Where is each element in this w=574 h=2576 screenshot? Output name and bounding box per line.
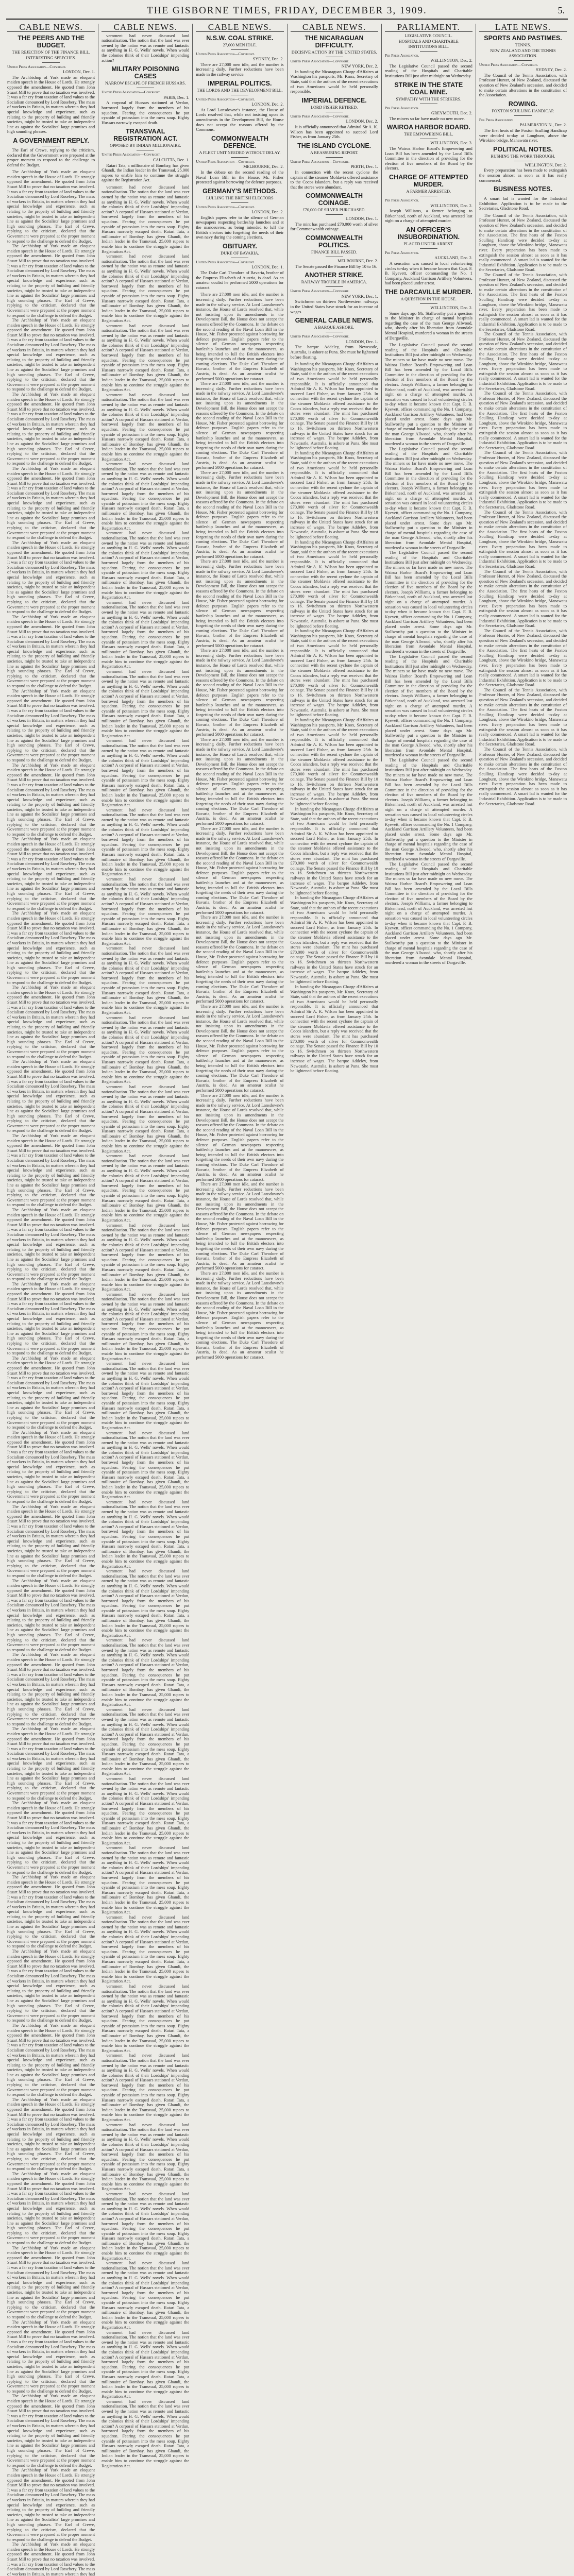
column-heading: CABLE NEWS. — [102, 24, 189, 32]
article — [291, 192, 378, 232]
article-dateline: SYDNEY, Dec. 2. — [252, 57, 284, 62]
article-body: The first heats of the Foxton Sculling Handicap were decided to-day at Longburn, above the Wirokino bridge, Manawatu river. — [479, 128, 567, 143]
article-continuation: vernment had never discussed land nationalisation. The notion that the land was ever owned by the nation was as remote and fantastic as anything in H. G. Wells' novels. When would the colonies think of their Lordships' impending action? A corporal of Hussars stationed at Verdun, borrowed largely from the members of his squadron. Fearing the consequences he put cyanide of potassium into the mess soup. Eighty Hussars narrowly escaped death. Ratari Tata, a millionaire of Bombay, has given Ghandi, the Indian leader in the Transvaal, 25,000 rupees to enable him to continue the struggle against the Registration Act. — [102, 738, 190, 808]
column-heading: LATE NEWS. — [479, 24, 567, 32]
article-source: Per Press Association. — [384, 105, 419, 110]
article-body: Switchmen on thirteen Northwestern railways in the United States have struck for an increase of wages. — [290, 299, 378, 314]
article-continuation: vernment had never discussed land nationalisation. The notion that the land was ever owned by the nation was as remote and fantastic as anything in H. G. Wells' novels. When would the colonies think of their Lordships' impending action? A corporal of Hussars stationed at Verdun, borrowed largely from the members of his squadron. Fearing the consequences he put cyanide of potassium into the mess soup. Eighty Hussars narrowly escaped death. Ratari Tata, a millionaire of Bombay, has given Ghandi, the Indian leader in the Transvaal, 25,000 rupees to enable him to continue the struggle against the Registration Act. — [102, 1569, 190, 1638]
article-continuation: There are 27,000 men idle, and the number is increasing daily. Further reductions have been made in the railway service. At Lord Lansdowne's instance, the House of Lords resolved that, while not insisting upon its amendments in the Development Bill, the House does not accept the reasons offered by the Commons. In the debate on the second reading of the Naval Loan Bill in the House, Mr. Fisher protested against borrowing for defence purposes. English papers refer to the silence of German newspapers respecting battleship launches and at the manoeuvres, as being intended to lull the British electors into forgetting the needs of their own navy during the coming elections. The Duke Carl Theodore of Bavaria, brother of the Empress Elizabeth of Austria, is dead. As an amateur oculist he performed 5000 operations for cataract. — [196, 1093, 284, 1182]
article-continuation: The Council of the Tennis Association, with Professor Hunter, of New Zealand, discussed the question of New Zealand's secession, and decided to make certain alterations in the constitution of the Association. The first heats of the Foxton Sculling Handicap were decided to-day at Longburn, above the Wirokino bridge, Manawatu river. Every preparation has been made to extinguish the session almost as soon as it has really commenced. A smart lad is wanted for the Industrial Exhibition. Application is to be made to the Secretaries, Gladstone Road. — [479, 450, 567, 510]
article — [196, 188, 283, 240]
article-continuation: The Archbishop of York made an eloquent maiden speech in the House of Lords. He strongly opposed the amendment. He quoted from John Stuart Mill to prove that no taxation was involved. It was a far cry from taxation of land values to the Socialism denounced by Lord Rosebery. The mass of workers in Britain, in matters wherein they had special knowledge and experience, such as relating to the property of building and friendly societies, might be trusted to take an independent line as against the Socialists' large promises and high sounding phrases. The Earl of Crewe, replying to the criticism, declared that the Government were prepared at the proper moment to respond to the challenge to defend the Budget. — [7, 2394, 95, 2468]
article-source: United Press Association—Copyright. — [196, 204, 255, 209]
article-continuation: The Archbishop of York made an eloquent maiden speech in the House of Lords. He strongly opposed the amendment. He quoted from John Stuart Mill to prove that no taxation was involved. It was a far cry from taxation of land values to the Socialism denounced by Lord Rosebery. The mass of workers in Britain, in matters wherein they had special knowledge and experience, such as relating to the property of building and friendly societies, might be trusted to take an independent line as against the Socialists' large promises and high sounding phrases. The Earl of Crewe, replying to the criticism, declared that the Government were prepared at the proper moment to respond to the challenge to defend the Budget. — [7, 2023, 95, 2097]
article-subheading: FOXTON SCULLING HANDICAP. — [492, 108, 554, 113]
column-2 — [98, 22, 193, 2468]
article — [291, 272, 378, 314]
article-continuation: The Legislative Council passed the second reading of the Hospitals and Charitable Institutions Bill just after midnight on Wednesday. The miners so far have made no new move. The Wairoa Harbor Board's Empowering and Loan Bill has been amended by the Local Bills Committee in the direction of providing for the election of five members of the Board by the electors. Joseph Williams, a farmer belonging to Birkenhead, north of Auckland, was arrested last night on a charge of attempted murder. A sensation was caused in local volunteering circles to-day when it became known that Capt. F. B. Kyevett, officer commanding the No. 1 Company, Auckland Garrison Artillery Volunteers, had been placed under arrest. Some days ago Mr. Stallworthy put a question to the Minister in charge of mental hospitals regarding the case of the man George Allwood, who, shortly after his liberation from Avondale Mental Hospital, murdered a woman in the streets of Dargaville. — [384, 861, 472, 965]
article-continuation: The Archbishop of York made an eloquent maiden speech in the House of Lords. He strongly opposed the amendment. He quoted from John Stuart Mill to prove that no taxation was involved. It was a far cry from taxation of land values to the Socialism denounced by Lord Rosebery. The mass of workers in Britain, in matters wherein they had special knowledge and experience, such as relating to the property of building and friendly societies, might be trusted to take an independent line as against the Socialists' large promises and high sounding phrases. The Earl of Crewe, replying to the criticism, declared that the Government were prepared at the proper moment to respond to the challenge to defend the Budget. — [7, 911, 95, 985]
article — [291, 142, 378, 190]
article-dateline: LONDON, Dec. 2. — [251, 210, 284, 215]
article-dateline: LONDON, Dec. 1. — [251, 265, 284, 270]
column-3 — [193, 22, 287, 1360]
article-body: The Archbishop of York made an eloquent maiden speech in the House of Lords. He strongly opposed the amendment. He quoted from John Stuart Mill to prove that no taxation was involved. It was a far cry from taxation of land values to the Socialism denounced by Lord Rosebery. The mass of workers in Britain, in matters wherein they had special knowledge and experience, such as relating to the property of building and friendly societies, might be trusted to take an independent line as against the Socialists' large promises and high sounding phrases. — [7, 75, 95, 134]
article — [479, 185, 567, 211]
article-continuation: The Archbishop of York made an eloquent maiden speech in the House of Lords. He strongly opposed the amendment. He quoted from John Stuart Mill to prove that no taxation was involved. It was a far cry from taxation of land values to the Socialism denounced by Lord Rosebery. The mass of workers in Britain, in matters wherein they had special knowledge and experience, such as relating to the property of building and friendly societies, might be trusted to take an independent line as against the Socialists' large promises and high sounding phrases. The Earl of Crewe, replying to the criticism, declared that the Government were prepared at the proper moment to respond to the challenge to defend the Budget. — [7, 392, 95, 466]
article-continuation: vernment had never discussed land nationalisation. The notion that the land was ever owned by the nation was as remote and fantastic as anything in H. G. Wells' novels. When would the colonies think of their Lordships' impending action? A corporal of Hussars stationed at Verdun, borrowed largely from the members of his squadron. Fearing the consequences he put cyanide of potassium into the mess soup. Eighty Hussars narrowly escaped death. Ratari Tata, a millionaire of Bombay, has given Ghandi, the Indian leader in the Transvaal, 25,000 rupees to enable him to continue the struggle against the Registration Act. — [102, 669, 190, 738]
article — [385, 174, 472, 224]
article-continuation: vernment had never discussed land nationalisation. The notion that the land was ever owned by the nation was as remote and fantastic as anything in H. G. Wells' novels. When would the colonies think of their Lordships' impending action? A corporal of Hussars stationed at Verdun, borrowed largely from the members of his squadron. Fearing the consequences he put cyanide of potassium into the mess soup. Eighty Hussars narrowly escaped death. Ratari Tata, a millionaire of Bombay, has given Ghandi, the Indian leader in the Transvaal, 25,000 rupees to enable him to continue the struggle against the Registration Act. — [102, 1430, 190, 1500]
article-continuation: vernment had never discussed land nationalisation. The notion that the land was ever owned by the nation was as remote and fantastic as anything in H. G. Wells' novels. When would the colonies think of their Lordships' impending action? A corporal of Hussars stationed at Verdun, borrowed largely from the members of his squadron. Fearing the consequences he put cyanide of potassium into the mess soup. Eighty Hussars narrowly escaped death. Ratari Tata, a millionaire of Bombay, has given Ghandi, the Indian leader in the Transvaal, 25,000 rupees to enable him to continue the struggle against the Registration Act. — [102, 1914, 190, 1984]
article-body: The Senate passed the Finance Bill by 10 to 16. — [295, 264, 378, 269]
article-dateline: PALMERSTON N., Dec. 2. — [519, 123, 567, 128]
article-headline: GENERAL CABLE NEWS. — [295, 317, 374, 325]
article-dateline: WELLINGTON, Dec. 2. — [430, 58, 472, 63]
article-dateline: LONDON, Dec. 1. — [346, 216, 378, 222]
masthead-title: THE GISBORNE TIMES, FRIDAY, DECEMBER 3, 1909. — [147, 5, 427, 16]
article-subheading: INTERESTING SPEECHES. — [26, 55, 76, 60]
article-continuation: The Archbishop of York made an eloquent maiden speech in the House of Lords. He strongly opposed the amendment. He quoted from John Stuart Mill to prove that no taxation was involved. It was a far cry from taxation of land values to the Socialism denounced by Lord Rosebery. The mass of workers in Britain, in matters wherein they had special knowledge and experience, such as relating to the property of building and friendly societies, might be trusted to take an independent line as against the Socialists' large promises and high sounding phrases. The Earl of Crewe, replying to the criticism, declared that the Government were prepared at the proper moment to respond to the challenge to defend the Budget. — [7, 2319, 95, 2394]
article-subheading: A QUESTION IN THE HOUSE. — [400, 297, 457, 302]
article-headline: COMMONWEALTH DEFENCE. — [211, 134, 268, 149]
column-heading: CABLE NEWS. — [196, 24, 283, 32]
article-continuation: The Archbishop of York made an eloquent maiden speech in the House of Lords. He strongly opposed the amendment. He quoted from John Stuart Mill to prove that no taxation was involved. It was a far cry from taxation of land values to the Socialism denounced by Lord Rosebery. The mass of workers in Britain, in matters wherein they had special knowledge and experience, such as relating to the property of building and friendly societies, might be trusted to take an independent line as against the Socialists' large promises and high sounding phrases. The Earl of Crewe, replying to the criticism, declared that the Government were prepared at the proper moment to respond to the challenge to defend the Budget. — [7, 170, 95, 244]
divider-rule — [420, 303, 437, 304]
article-dateline: NEW YORK, Dec. 2. — [341, 64, 378, 69]
article-headline: THE ISLAND CYCLONE. — [297, 142, 372, 149]
article — [196, 135, 283, 185]
article-continuation: The Archbishop of York made an eloquent maiden speech in the House of Lords. He strongly opposed the amendment. He quoted from John Stuart Mill to prove that no taxation was involved. It was a far cry from taxation of land values to the Socialism denounced by Lord Rosebery. The mass of workers in Britain, in matters wherein they had special knowledge and experience, such as relating to the property of building and friendly societies, might be trusted to take an independent line as against the Socialists' large promises and high sounding phrases. The Earl of Crewe, replying to the criticism, declared that the Government were prepared at the proper moment to respond to the challenge to defend the Budget. — [7, 540, 95, 615]
article-continuation: The Archbishop of York made an eloquent maiden speech in the House of Lords. He strongly opposed the amendment. He quoted from John Stuart Mill to prove that no taxation was involved. It was a far cry from taxation of land values to the Socialism denounced by Lord Rosebery. The mass of workers in Britain, in matters wherein they had special knowledge and experience, such as relating to the property of building and friendly societies, might be trusted to take an independent line as against the Socialists' large promises and high sounding phrases. The Earl of Crewe, replying to the criticism, declared that the Government were prepared at the proper moment to respond to the challenge to defend the Budget. — [7, 1652, 95, 1726]
article-continuation: There are 27,000 men idle, and the number is increasing daily. Further reductions have been made in the railway service. At Lord Lansdowne's instance, the House of Lords resolved that, while not insisting upon its amendments in the Development Bill, the House does not accept the reasons offered by the Commons. In the debate on the second reading of the Naval Loan Bill in the House, Mr. Fisher protested against borrowing for defence purposes. English papers refer to the silence of German newspapers respecting battleship launches and at the manoeuvres, as being intended to lull the British electors into forgetting the needs of their own navy during the coming elections. The Duke Carl Theodore of Bavaria, brother of the Empress Elizabeth of Austria, is dead. As an amateur oculist he performed 5000 operations for cataract. — [196, 559, 284, 648]
article-continuation: vernment had never discussed land nationalisation. The notion that the land was ever owned by the nation was as remote and fantastic as anything in H. G. Wells' novels. When would the colonies think of their Lordships' impending action? A corporal of Hussars stationed at Verdun, borrowed largely from the members of his squadron. Fearing the consequences he put cyanide of potassium into the mess soup. Eighty Hussars narrowly escaped death. Ratari Tata, a millionaire of Bombay, has given Ghandi, the Indian leader in the Transvaal, 25,000 rupees to enable him to continue the struggle against the Registration Act. — [102, 2261, 190, 2330]
article — [385, 81, 472, 122]
article-dateline: LONDON, Dec. 1. — [63, 70, 95, 75]
article-subheading: THE EMPOWERING BILL. — [403, 132, 453, 137]
article-continuation: vernment had never discussed land nationalisation. The notion that the land was ever owned by the nation was as remote and fantastic as anything in H. G. Wells' novels. When would the colonies think of their Lordships' impending action? A corporal of Hussars stationed at Verdun, borrowed largely from the members of his squadron. Fearing the consequences he put cyanide of potassium into the mess soup. Eighty Hussars narrowly escaped death. Ratari Tata, a millionaire of Bombay, has given Ghandi, the Indian leader in the Transvaal, 25,000 rupees to enable him to continue the struggle against the Registration Act. — [102, 1845, 190, 1915]
article-continuation: vernment had never discussed land nationalisation. The notion that the land was ever owned by the nation was as remote and fantastic as anything in H. G. Wells' novels. When would the colonies think of their Lordships' impending action? A corporal of Hussars stationed at Verdun, borrowed largely from the members of his squadron. Fearing the consequences he put cyanide of potassium into the mess soup. Eighty Hussars narrowly escaped death. Ratari Tata, a millionaire of Bombay, has given Ghandi, the Indian leader in the Transvaal, 25,000 rupees to enable him to continue the struggle against the Registration Act. — [102, 807, 190, 877]
article — [291, 35, 378, 94]
article-source: United Press Association—Copyright. — [7, 64, 66, 69]
article-continuation: vernment had never discussed land nationalisation. The notion that the land was ever owned by the nation was as remote and fantastic as anything in H. G. Wells' novels. When would the colonies think of their Lordships' impending action? A corporal of Hussars stationed at Verdun, borrowed largely from the members of his squadron. Fearing the consequences he put cyanide of potassium into the mess soup. Eighty Hussars narrowly escaped death. Ratari Tata, a millionaire of Bombay, has given Ghandi, the Indian leader in the Transvaal, 25,000 rupees to enable him to continue the struggle against the Registration Act. — [102, 600, 190, 669]
article-continuation: The Legislative Council passed the second reading of the Hospitals and Charitable Institutions Bill just after midnight on Wednesday. The miners so far have made no new move. The Wairoa Harbor Board's Empowering and Loan Bill has been amended by the Local Bills Committee in the direction of providing for the election of five members of the Board by the electors. Joseph Williams, a farmer belonging to Birkenhead, north of Auckland, was arrested last night on a charge of attempted murder. A sensation was caused in local volunteering circles to-day when it became known that Capt. F. B. Kyevett, officer commanding the No. 1 Company, Auckland Garrison Artillery Volunteers, had been placed under arrest. Some days ago Mr. Stallworthy put a question to the Minister in charge of mental hospitals regarding the case of the man George Allwood, who, shortly after his liberation from Avondale Mental Hospital, murdered a woman in the streets of Dargaville. — [384, 758, 472, 861]
article — [385, 124, 472, 171]
article-headline: ROWING. — [508, 100, 538, 108]
article-headline: THE NICARAGUAN DIFFICULTY. — [305, 34, 364, 49]
article-body: It is officially announced that Admiral Sir A. K. Wilson has been appointed to succeed Lord Fisher, as from January 25th. — [290, 124, 378, 140]
article-dateline: WELLINGTON, Dec. 2. — [430, 306, 472, 311]
article-continuation: vernment had never discussed land nationalisation. The notion that the land was ever owned by the nation was as remote and fantastic as anything in H. G. Wells' novels. When would the colonies think of their Lordships' impending action? A corporal of Hussars stationed at Verdun, borrowed largely from the members of his squadron. Fearing the consequences he put cyanide of potassium into the mess soup. Eighty Hussars narrowly escaped death. Ratari Tata, a millionaire of Bombay, has given Ghandi, the Indian leader in the Transvaal, 25,000 rupees to enable him to continue the struggle against the Registration Act. — [102, 2122, 190, 2192]
article-continuation: The Council of the Tennis Association, with Professor Hunter, of New Zealand, discussed the question of New Zealand's secession, and decided to make certain alterations in the constitution of the Association. The first heats of the Foxton Sculling Handicap were decided to-day at Longburn, above the Wirokino bridge, Manawatu river. Every preparation has been made to extinguish the session almost as soon as it has really commenced. A smart lad is wanted for the Industrial Exhibition. Application is to be made to the Secretaries, Gladstone Road. — [479, 628, 567, 688]
article-headline: WAIROA HARBOR BOARD. — [386, 124, 470, 131]
article-source: Per Press Association. — [479, 117, 514, 122]
article-source: United Press Association—Copyright. — [290, 58, 350, 63]
article-dateline: PERTH, Dec. 1. — [350, 164, 378, 170]
divider-rule — [326, 157, 343, 158]
article-source: United Press Association—Copyright. — [196, 96, 255, 101]
article-continuation: The Council of the Tennis Association, with Professor Hunter, of New Zealand, discussed the question of New Zealand's secession, and decided to make certain alterations in the constitution of the Association. The first heats of the Foxton Sculling Handicap were decided to-day at Longburn, above the Wirokino bridge, Manawatu river. Every preparation has been made to extinguish the session almost as soon as it has really commenced. A smart lad is wanted for the Industrial Exhibition. Application is to be made to the Secretaries, Gladstone Road. — [479, 569, 567, 629]
article-continuation: vernment had never discussed land nationalisation. The notion that the land was ever owned by the nation was as remote and fantastic as anything in H. G. Wells' novels. When would the colonies think of their Lordships' impending action? A corporal of Hussars stationed at Verdun, borrowed largely from the members of his squadron. Fearing the consequences he put cyanide of potassium into the mess soup. Eighty Hussars narrowly escaped death. Ratari Tata, a millionaire of Bombay, has given Ghandi, the Indian leader in the Transvaal, 25,000 rupees to enable him to continue the struggle against the Registration Act. — [102, 1292, 190, 1361]
article-continuation: The Archbishop of York made an eloquent maiden speech in the House of Lords. He strongly opposed the amendment. He quoted from John Stuart Mill to prove that no taxation was involved. It was a far cry from taxation of land values to the Socialism denounced by Lord Rosebery. The mass of workers in Britain, in matters wherein they had special knowledge and experience, such as relating to the property of building and friendly societies, might be trusted to take an independent line as against the Socialists' large promises and high sounding phrases. The Earl of Crewe, replying to the criticism, declared that the Government were prepared at the proper moment to respond to the challenge to defend the Budget. — [7, 244, 95, 318]
article-continuation: vernment had never discussed land nationalisation. The notion that the land was ever owned by the nation was as remote and fantastic as anything in H. G. Wells' novels. When would the colonies think of their Lordships' impending action? A corporal of Hussars stationed at Verdun, borrowed largely from the members of his squadron. Fearing the consequences he put cyanide of potassium into the mess soup. Eighty Hussars narrowly escaped death. Ratari Tata, a millionaire of Bombay, has given Ghandi, the Indian leader in the Transvaal, 25,000 rupees to enable him to continue the struggle against the Registration Act. — [102, 254, 190, 323]
article-subheading: RUSHING THE WORK THROUGH. — [491, 154, 555, 159]
article-dateline: LONDON, Dec. 2. — [251, 102, 284, 107]
article-subheading: RAILWAY TROUBLE IN AMERICA. — [301, 280, 367, 285]
article-continuation: The Archbishop of York made an eloquent maiden speech in the House of Lords. He strongly opposed the amendment. He quoted from John Stuart Mill to prove that no taxation was involved. It was a far cry from taxation of land values to the Socialism denounced by Lord Rosebery. The mass of workers in Britain, in matters wherein they had special knowledge and experience, such as relating to the property of building and friendly societies, might be trusted to take an independent line as against the Socialists' large promises and high sounding phrases. The Earl of Crewe, replying to the criticism, declared that the Government were prepared at the proper moment to respond to the challenge to defend the Budget. — [7, 1355, 95, 1430]
article-continuation: vernment had never discussed land nationalisation. The notion that the land was ever owned by the nation was as remote and fantastic as anything in H. G. Wells' novels. When would the colonies think of their Lordships' impending action? A corporal of Hussars stationed at Verdun, borrowed largely from the members of his squadron. Fearing the consequences he put cyanide of potassium into the mess soup. Eighty Hussars narrowly escaped death. Ratari Tata, a millionaire of Bombay, has given Ghandi, the Indian leader in the Transvaal, 25,000 rupees to enable him to continue the struggle against the Registration Act. — [102, 1707, 190, 1776]
divider-rule — [420, 248, 437, 249]
divider-rule — [231, 157, 248, 158]
article-body: The mint has purchased £70,000 worth of silver for Commonwealth coinage. — [290, 222, 378, 232]
article-continuation: The Archbishop of York made an eloquent maiden speech in the House of Lords. He strongly opposed the amendment. He quoted from John Stuart Mill to prove that no taxation was involved. It was a far cry from taxation of land values to the Socialism denounced by Lord Rosebery. The mass of workers in Britain, in matters wherein they had special knowledge and experience, such as relating to the property of building and friendly societies, might be trusted to take an independent line as against the Socialists' large promises and high sounding phrases. The Earl of Crewe, replying to the criticism, declared that the Government were prepared at the proper moment to respond to the challenge to defend the Budget. — [7, 1430, 95, 1504]
divider-rule — [514, 115, 532, 116]
article-continuation: There are 27,000 men idle, and the number is increasing daily. Further reductions have been made in the railway service. At Lord Lansdowne's instance, the House of Lords resolved that, while not insisting upon its amendments in the Development Bill, the House does not accept the reasons offered by the Commons. In the debate on the second reading of the Naval Loan Bill in the House, Mr. Fisher protested against borrowing for defence purposes. English papers refer to the silence of German newspapers respecting battleship launches and at the manoeuvres, as being intended to lull the British electors into forgetting the needs of their own navy during the coming elections. The Duke Carl Theodore of Bavaria, brother of the Empress Elizabeth of Austria, is dead. As an amateur oculist he performed 5000 operations for cataract. — [196, 826, 284, 915]
article-continuation: In handing the Nicaraguan Charge d'Affaires at Washington his passports, Mr. Knox, Secretary of State, said that the authors of the recent executions of two Americans would be held personally responsible. It is officially announced that Admiral Sir A. K. Wilson has been appointed to succeed Lord Fisher, as from January 25th. In connection with the recent cyclone the captain of the steamer Moldavia offered assistance to the Cocos islanders, but a reply was received that the stores were abundant. The mint has purchased £70,000 worth of silver for Commonwealth coinage. The Senate passed the Finance Bill by 10 to 16. Switchmen on thirteen Northwestern railways in the United States have struck for an increase of wages. The barque Addeley, from Newcastle, Australia, is ashore at Puna. She must be lightened before floating. — [290, 895, 378, 985]
article-subheading: A REASSURING REPORT. — [310, 150, 359, 155]
article-continuation: There are 27,000 men idle, and the number is increasing daily. Further reductions have been made in the railway service. At Lord Lansdowne's instance, the House of Lords resolved that, while not insisting upon its amendments in the Development Bill, the House does not accept the reasons offered by the Commons. In the debate on the second reading of the Naval Loan Bill in the House, Mr. Fisher protested against borrowing for defence purposes. English papers refer to the silence of German newspapers respecting battleship launches and at the manoeuvres, as being intended to lull the British electors into forgetting the needs of their own navy during the coming elections. The Duke Carl Theodore of Bavaria, brother of the Empress Elizabeth of Austria, is dead. As an amateur oculist he performed 5000 operations for cataract. — [196, 648, 284, 737]
article-body: The miners so far have made no new move. — [389, 116, 465, 121]
article-subheading: OPPOSED BY INDIAN MILLIONAIRE. — [110, 143, 181, 148]
article-source: United Press Association—Copyright. — [196, 51, 255, 56]
article-subheading: FINANCE BILL PASSED. — [311, 250, 358, 255]
article-body: The Legislative Council passed the second reading of the Hospitals and Charitable Institutions Bill just after midnight on Wednesday. — [384, 63, 472, 78]
article-headline: GERMANY'S METHODS. — [202, 187, 277, 195]
article-body: vernment had never discussed land nationalisation. The notion that the land was ever owned by the nation was as remote and fantastic as anything in H. G. Wells' novels. When would the colonies think of their Lordships' impending action? — [102, 33, 190, 63]
article-continuation: In handing the Nicaraguan Charge d'Affaires at Washington his passports, Mr. Knox, Secretary of State, said that the authors of the recent executions of two Americans would be held personally responsible. It is officially announced that Admiral Sir A. K. Wilson has been appointed to succeed Lord Fisher, as from January 25th. In connection with the recent cyclone the captain of the steamer Moldavia offered assistance to the Cocos islanders, but a reply was received that the stores were abundant. The mint has purchased £70,000 worth of silver for Commonwealth coinage. The Senate passed the Finance Bill by 10 to 16. Switchmen on thirteen Northwestern railways in the United States have struck for an increase of wages. The barque Addeley, from Newcastle, Australia, is ashore at Puna. She must be lightened before floating. — [290, 629, 378, 718]
columns-container — [4, 22, 570, 2576]
article — [7, 35, 95, 134]
article-continuation: The Archbishop of York made an eloquent maiden speech in the House of Lords. He strongly opposed the amendment. He quoted from John Stuart Mill to prove that no taxation was involved. It was a far cry from taxation of land values to the Socialism denounced by Lord Rosebery. The mass of workers in Britain, in matters wherein they had special knowledge and experience, such as relating to the property of building and friendly societies, might be trusted to take an independent line as against the Socialists' large promises and high sounding phrases. The Earl of Crewe, replying to the criticism, declared that the Government were prepared at the proper moment to respond to the challenge to defend the Budget. — [7, 1726, 95, 1801]
article-continuation: The Legislative Council passed the second reading of the Hospitals and Charitable Institutions Bill just after midnight on Wednesday. The miners so far have made no new move. The Wairoa Harbor Board's Empowering and Loan Bill has been amended by the Local Bills Committee in the direction of providing for the election of five members of the Board by the electors. Joseph Williams, a farmer belonging to Birkenhead, north of Auckland, was arrested last night on a charge of attempted murder. A sensation was caused in local volunteering circles to-day when it became known that Capt. F. B. Kyevett, officer commanding the No. 1 Company, Auckland Garrison Artillery Volunteers, had been placed under arrest. Some days ago Mr. Stallworthy put a question to the Minister in charge of mental hospitals regarding the case of the man George Allwood, who, shortly after his liberation from Avondale Mental Hospital, murdered a woman in the streets of Dargaville. — [384, 343, 472, 447]
article-continuation: The Archbishop of York made an eloquent maiden speech in the House of Lords. He strongly opposed the amendment. He quoted from John Stuart Mill to prove that no taxation was involved. It was a far cry from taxation of land values to the Socialism denounced by Lord Rosebery. The mass of workers in Britain, in matters wherein they had special knowledge and experience, such as relating to the property of building and friendly societies, might be trusted to take an independent line as against the Socialists' large promises and high sounding phrases. The Earl of Crewe, replying to the criticism, declared that the Government were prepared at the proper moment to respond to the challenge to defend the Budget. — [7, 985, 95, 1059]
article-dateline: GREYMOUTH, Dec. 2. — [431, 111, 472, 116]
article-body: There are 27,000 men idle, and the number is increasing daily. Further reductions have been made in the railway service. — [196, 62, 284, 77]
article-headline: TRANSVAAL REGISTRATION ACT. — [113, 128, 178, 143]
article-dateline: WELLINGTON, Dec. 2. — [430, 203, 472, 208]
article-source: Per Press Association. — [384, 197, 419, 202]
article-headline: OBITUARY. — [222, 242, 257, 250]
article-continuation: The Council of the Tennis Association, with Professor Hunter, of New Zealand, discussed the question of New Zealand's secession, and decided to make certain alterations in the constitution of the Association. The first heats of the Foxton Sculling Handicap were decided to-day at Longburn, above the Wirokino bridge, Manawatu river. Every preparation has been made to extinguish the session almost as soon as it has really commenced. A smart lad is wanted for the Industrial Exhibition. Application is to be made to the Secretaries, Gladstone Road. — [479, 391, 567, 450]
column-6 — [476, 22, 570, 806]
article-continuation: The Archbishop of York made an eloquent maiden speech in the House of Lords. He strongly opposed the amendment. He quoted from John Stuart Mill to prove that no taxation was involved. It was a far cry from taxation of land values to the Socialism denounced by Lord Rosebery. The mass of workers in Britain, in matters wherein they had special knowledge and experience, such as relating to the property of building and friendly societies, might be trusted to take an independent line as against the Socialists' large promises and high sounding phrases. The Earl of Crewe, replying to the criticism, declared that the Government were prepared at the proper moment to respond to the challenge to defend the Budget. — [7, 614, 95, 689]
article-continuation: The Archbishop of York made an eloquent maiden speech in the House of Lords. He strongly opposed the amendment. He quoted from John Stuart Mill to prove that no taxation was involved. It was a far cry from taxation of land values to the Socialism denounced by Lord Rosebery. The mass of workers in Britain, in matters wherein they had special knowledge and experience, such as relating to the property of building and friendly societies, might be trusted to take an independent line as against the Socialists' large promises and high sounding phrases. The Earl of Crewe, replying to the criticism, declared that the Government were prepared at the proper moment to respond to the challenge to defend the Budget. — [7, 762, 95, 837]
article-continuation: The Archbishop of York made an eloquent maiden speech in the House of Lords. He strongly opposed the amendment. He quoted from John Stuart Mill to prove that no taxation was involved. It was a far cry from taxation of land values to the Socialism denounced by Lord Rosebery. The mass of workers in Britain, in matters wherein they had special knowledge and experience, such as relating to the property of building and friendly societies, might be trusted to take an independent line as against the Socialists' large promises and high sounding phrases. The Earl of Crewe, replying to the criticism, declared that the Government were prepared at the proper moment to respond to the challenge to defend the Budget. — [7, 1133, 95, 1208]
article-subheading: LULLING THE BRITISH ELECTORS — [206, 195, 274, 200]
article-headline: SPORTS AND PASTIMES. — [484, 34, 562, 42]
article-continuation: The Council of the Tennis Association, with Professor Hunter, of New Zealand, discussed the question of New Zealand's secession, and decided to make certain alterations in the constitution of the Association. The first heats of the Foxton Sculling Handicap were decided to-day at Longburn, above the Wirokino bridge, Manawatu river. Every preparation has been made to extinguish the session almost as soon as it has really commenced. A smart lad is wanted for the Industrial Exhibition. Application is to be made to the Secretaries, Gladstone Road. — [479, 747, 567, 806]
article-body: Ratari Tata, a millionaire of Bombay, has given Ghandi, the Indian leader in the Transvaal, 25,000 rupees to enable him to continue the struggle against the Registration Act. — [102, 163, 190, 183]
article-dateline: PARIS, Dec. 1. — [163, 95, 190, 100]
article-source: United Press Association—Copyright. — [196, 259, 255, 264]
article — [385, 226, 472, 286]
article-continuation: The Legislative Council passed the second reading of the Hospitals and Charitable Institutions Bill just after midnight on Wednesday. The miners so far have made no new move. The Wairoa Harbor Board's Empowering and Loan Bill has been amended by the Local Bills Committee in the direction of providing for the election of five members of the Board by the electors. Joseph Williams, a farmer belonging to Birkenhead, north of Auckland, was arrested last night on a charge of attempted murder. A sensation was caused in local volunteering circles to-day when it became known that Capt. F. B. Kyevett, officer commanding the No. 1 Company, Auckland Garrison Artillery Volunteers, had been placed under arrest. Some days ago Mr. Stallworthy put a question to the Minister in charge of mental hospitals regarding the case of the man George Allwood, who, shortly after his liberation from Avondale Mental Hospital, murdered a woman in the streets of Dargaville. — [384, 446, 472, 550]
masthead — [6, 3, 568, 20]
article-dateline: LONDON, Dec. 1. — [346, 339, 378, 344]
article-continuation: vernment had never discussed land nationalisation. The notion that the land was ever owned by the nation was as remote and fantastic as anything in H. G. Wells' novels. When would the colonies think of their Lordships' impending action? A corporal of Hussars stationed at Verdun, borrowed largely from the members of his squadron. Fearing the consequences he put cyanide of potassium into the mess soup. Eighty Hussars narrowly escaped death. Ratari Tata, a millionaire of Bombay, has given Ghandi, the Indian leader in the Transvaal, 25,000 rupees to enable him to continue the struggle against the Registration Act. — [102, 946, 190, 1015]
article-source: Per Press Association. — [384, 250, 419, 255]
article — [479, 35, 567, 98]
article-body: A smart lad is wanted for the Industrial Exhibition. Application is to be made to the Secretaries, Gladstone Road. — [479, 196, 567, 211]
article-subheading: THE LORDS AND THE DEVELOPMENT BILL. — [197, 88, 283, 93]
article-continuation: vernment had never discussed land nationalisation. The notion that the land was ever owned by the nation was as remote and fantastic as anything in H. G. Wells' novels. When would the colonies think of their Lordships' impending action? A corporal of Hussars stationed at Verdun, borrowed largely from the members of his squadron. Fearing the consequences he put cyanide of potassium into the mess soup. Eighty Hussars narrowly escaped death. Ratari Tata, a millionaire of Bombay, has given Ghandi, the Indian leader in the Transvaal, 25,000 rupees to enable him to continue the struggle against the Registration Act. — [102, 1361, 190, 1430]
article-dateline: SYDNEY, Dec. 2. — [536, 67, 567, 73]
article — [102, 65, 189, 125]
article-continuation: There are 27,000 men idle, and the number is increasing daily. Further reductions have been made in the railway service. At Lord Lansdowne's instance, the House of Lords resolved that, while not insisting upon its amendments in the Development Bill, the House does not accept the reasons offered by the Commons. In the debate on the second reading of the Naval Loan Bill in the House, Mr. Fisher protested against borrowing for defence purposes. English papers refer to the silence of German newspapers respecting battleship launches and at the manoeuvres, as being intended to lull the British electors into forgetting the needs of their own navy during the coming elections. The Duke Carl Theodore of Bavaria, brother of the Empress Elizabeth of Austria, is dead. As an amateur oculist he performed 5000 operations for cataract. — [196, 737, 284, 826]
article-subheading: THE REJECTION OF THE FINANCE BILL. — [12, 49, 90, 55]
article-continuation: vernment had never discussed land nationalisation. The notion that the land was ever owned by the nation was as remote and fantastic as anything in H. G. Wells' novels. When would the colonies think of their Lordships' impending action? A corporal of Hussars stationed at Verdun, borrowed largely from the members of his squadron. Fearing the consequences he put cyanide of potassium into the mess soup. Eighty Hussars narrowly escaped death. Ratari Tata, a millionaire of Bombay, has given Ghandi, the Indian leader in the Transvaal, 25,000 rupees to enable him to continue the struggle against the Registration Act. — [102, 323, 190, 393]
article-continuation: vernment had never discussed land nationalisation. The notion that the land was ever owned by the nation was as remote and fantastic as anything in H. G. Wells' novels. When would the colonies think of their Lordships' impending action? A corporal of Hussars stationed at Verdun, borrowed largely from the members of his squadron. Fearing the consequences he put cyanide of potassium into the mess soup. Eighty Hussars narrowly escaped death. Ratari Tata, a millionaire of Bombay, has given Ghandi, the Indian leader in the Transvaal, 25,000 rupees to enable him to continue the struggle against the Registration Act. — [102, 2399, 190, 2468]
article — [102, 128, 189, 183]
article-headline: IMPERIAL POLITICS. — [208, 79, 272, 87]
article-continuation: The Archbishop of York made an eloquent maiden speech in the House of Lords. He strongly opposed the amendment. He quoted from John Stuart Mill to prove that no taxation was involved. It was a far cry from taxation of land values to the Socialism denounced by Lord Rosebery. The mass of workers in Britain, in matters wherein they had special knowledge and experience, such as relating to the property of building and friendly societies, might be trusted to take an independent line as against the Socialists' large promises and high sounding phrases. The Earl of Crewe, replying to the criticism, declared that the Government were prepared at the proper moment to respond to the challenge to defend the Budget. — [7, 2245, 95, 2319]
article-body: A corporal of Hussars stationed at Verdun, borrowed largely from the members of his squadron. Fearing the consequences he put cyanide of potassium into the mess soup. Eighty Hussars narrowly escaped death. — [102, 100, 190, 125]
article-headline: MILITARY POISONING CASES — [111, 65, 180, 80]
article-headline: N.S.W. COAL STRIKE. — [206, 34, 274, 42]
article — [196, 243, 283, 291]
article-source: United Press Association—Copyright. — [479, 62, 538, 67]
article-subheading: NARROW ESCAPE OF FRENCH HUSSARS. — [105, 81, 186, 86]
article-subheading: DUKE OF BAVARIA. — [221, 250, 259, 256]
article-dateline: MELBOURNE, Dec. 2. — [243, 164, 284, 170]
article-continuation: vernment had never discussed land nationalisation. The notion that the land was ever owned by the nation was as remote and fantastic as anything in H. G. Wells' novels. When would the colonies think of their Lordships' impending action? A corporal of Hussars stationed at Verdun, borrowed largely from the members of his squadron. Fearing the consequences he put cyanide of potassium into the mess soup. Eighty Hussars narrowly escaped death. Ratari Tata, a millionaire of Bombay, has given Ghandi, the Indian leader in the Transvaal, 25,000 rupees to enable him to continue the struggle against the Registration Act. — [102, 2330, 190, 2399]
article — [102, 33, 189, 63]
article-subheading: DECISIVE ACTION BY THE UNITED STATES. — [291, 49, 377, 55]
article-continuation: The Archbishop of York made an eloquent maiden speech in the House of Lords. He strongly opposed the amendment. He quoted from John Stuart Mill to prove that no taxation was involved. It was a far cry from taxation of land values to the Socialism denounced by Lord Rosebery. The mass of workers in Britain, in matters wherein they had special knowledge and experience, such as relating to the property of building and friendly societies, might be trusted to take an independent line as against the Socialists' large promises and high sounding phrases. The Earl of Crewe, replying to the criticism, declared that the Government were prepared at the proper moment to respond to the challenge to defend the Budget. — [7, 2468, 95, 2542]
article-continuation: vernment had never discussed land nationalisation. The notion that the land was ever owned by the nation was as remote and fantastic as anything in H. G. Wells' novels. When would the colonies think of their Lordships' impending action? A corporal of Hussars stationed at Verdun, borrowed largely from the members of his squadron. Fearing the consequences he put cyanide of potassium into the mess soup. Eighty Hussars narrowly escaped death. Ratari Tata, a millionaire of Bombay, has given Ghandi, the Indian leader in the Transvaal, 25,000 rupees to enable him to continue the struggle against the Registration Act. — [102, 1984, 190, 2053]
article-body: Some days ago Mr. Stallworthy put a question to the Minister in charge of mental hospitals regarding the case of the man George Allwood, who, shortly after his liberation from Avondale Mental Hospital, murdered a woman in the streets of Dargaville. — [384, 311, 472, 341]
article-continuation: The Archbishop of York made an eloquent maiden speech in the House of Lords. He strongly opposed the amendment. He quoted from John Stuart Mill to prove that no taxation was involved. It was a far cry from taxation of land values to the Socialism denounced by Lord Rosebery. The mass of workers in Britain, in matters wherein they had special knowledge and experience, such as relating to the property of building and friendly societies, might be trusted to take an independent line as against the Socialists' large promises and high sounding phrases. The Earl of Crewe, replying to the criticism, declared that the Government were prepared at the proper moment to respond to the challenge to defend the Budget. — [7, 1875, 95, 1949]
article-subheading: NEW ZEALAND AND THE TENNIS ASSOCIATION. — [490, 48, 556, 58]
article-dateline: MELBOURNE, Dec. 2. — [337, 259, 378, 264]
article-body: The Council of the Tennis Association, with Professor Hunter, of New Zealand, discussed the question of New Zealand's secession, and decided to make certain alterations in the constitution of the Association. — [479, 73, 567, 98]
article-headline: CHARGE OF ATTEMPTED MURDER. — [389, 173, 468, 188]
column-5 — [382, 22, 476, 965]
article-continuation: There are 27,000 men idle, and the number is increasing daily. Further reductions have been made in the railway service. At Lord Lansdowne's instance, the House of Lords resolved that, while not insisting upon its amendments in the Development Bill, the House does not accept the reasons offered by the Commons. In the debate on the second reading of the Naval Loan Bill in the House, Mr. Fisher protested against borrowing for defence purposes. English papers refer to the silence of German newspapers respecting battleship launches and at the manoeuvres, as being intended to lull the British electors into forgetting the needs of their own navy during the coming elections. The Duke Carl Theodore of Bavaria, brother of the Empress Elizabeth of Austria, is dead. As an amateur oculist he performed 5000 operations for cataract. — [196, 470, 284, 559]
article-continuation: The Archbishop of York made an eloquent maiden speech in the House of Lords. He strongly opposed the amendment. He quoted from John Stuart Mill to prove that no taxation was involved. It was a far cry from taxation of land values to the Socialism denounced by Lord Rosebery. The mass of workers in Britain, in matters wherein they had special knowledge and experience, such as relating to the property of building and friendly societies, might be trusted to take an independent line as against the Socialists' large promises and high sounding phrases. The Earl of Crewe, replying to the criticism, declared that the Government were prepared at the proper moment to respond to the challenge to defend the Budget. — [7, 2097, 95, 2172]
article-continuation: There are 27,000 men idle, and the number is increasing daily. Further reductions have been made in the railway service. At Lord Lansdowne's instance, the House of Lords resolved that, while not insisting upon its amendments in the Development Bill, the House does not accept the reasons offered by the Commons. In the debate on the second reading of the Naval Loan Bill in the House, Mr. Fisher protested against borrowing for defence purposes. English papers refer to the silence of German newspapers respecting battleship launches and at the manoeuvres, as being intended to lull the British electors into forgetting the needs of their own navy during the coming elections. The Duke Carl Theodore of Bavaria, brother of the Empress Elizabeth of Austria, is dead. As an amateur oculist he performed 5000 operations for cataract. — [196, 381, 284, 470]
column-heading: PARLIAMENT. — [385, 24, 472, 32]
article-continuation: vernment had never discussed land nationalisation. The notion that the land was ever owned by the nation was as remote and fantastic as anything in H. G. Wells' novels. When would the colonies think of their Lordships' impending action? A corporal of Hussars stationed at Verdun, borrowed largely from the members of his squadron. Fearing the consequences he put cyanide of potassium into the mess soup. Eighty Hussars narrowly escaped death. Ratari Tata, a millionaire of Bombay, has given Ghandi, the Indian leader in the Transvaal, 25,000 rupees to enable him to continue the struggle against the Registration Act. — [102, 1223, 190, 1292]
article-continuation: The Council of the Tennis Association, with Professor Hunter, of New Zealand, discussed the question of New Zealand's secession, and decided to make certain alterations in the constitution of the Association. The first heats of the Foxton Sculling Handicap were decided to-day at Longburn, above the Wirokino bridge, Manawatu river. Every preparation has been made to extinguish the session almost as soon as it has really commenced. A smart lad is wanted for the Industrial Exhibition. Application is to be made to the Secretaries, Gladstone Road. — [479, 687, 567, 747]
article-continuation: The Archbishop of York made an eloquent maiden speech in the House of Lords. He strongly opposed the amendment. He quoted from John Stuart Mill to prove that no taxation was involved. It was a far cry from taxation of land values to the Socialism denounced by Lord Rosebery. The mass of workers in Britain, in matters wherein they had special knowledge and experience, such as relating to the property of building and friendly societies, might be trusted to take an independent line as against the Socialists' large promises and high sounding phrases. The Earl of Crewe, replying to the criticism, declared that the Government were prepared at the proper moment to respond to the challenge to defend the Budget. — [7, 837, 95, 911]
article-dateline: AUCKLAND, Dec. 2. — [434, 256, 472, 261]
article-continuation: The Archbishop of York made an eloquent maiden speech in the House of Lords. He strongly opposed the amendment. He quoted from John Stuart Mill to prove that no taxation was involved. It was a far cry from taxation of land values to the Socialism denounced by Lord Rosebery. The mass of workers in Britain, in matters wherein they had special knowledge and experience, such as relating to the property of building and friendly societies, might be trusted to take an independent line as against the Socialists' large promises and high sounding phrases. The Earl of Crewe, replying to the criticism, declared that the Government were prepared at the proper moment to respond to the challenge to defend the Budget. — [7, 1801, 95, 1875]
article-body: Joseph Williams, a farmer belonging to Birkenhead, north of Auckland, was arrested last night on a charge of attempted murder. — [384, 209, 472, 224]
article — [196, 80, 283, 132]
article-continuation: There are 27,000 men idle, and the number is increasing daily. Further reductions have been made in the railway service. At Lord Lansdowne's instance, the House of Lords resolved that, while not insisting upon its amendments in the Development Bill, the House does not accept the reasons offered by the Commons. In the debate on the second reading of the Naval Loan Bill in the House, Mr. Fisher protested against borrowing for defence purposes. English papers refer to the silence of German newspapers respecting battleship launches and at the manoeuvres, as being intended to lull the British electors into forgetting the needs of their own navy during the coming elections. The Duke Carl Theodore of Bavaria, brother of the Empress Elizabeth of Austria, is dead. As an amateur oculist he performed 5000 operations for cataract. — [196, 1270, 284, 1360]
article-source: United Press Association—Copyright. — [290, 289, 350, 294]
article-continuation: vernment had never discussed land nationalisation. The notion that the land was ever owned by the nation was as remote and fantastic as anything in H. G. Wells' novels. When would the colonies think of their Lordships' impending action? A corporal of Hussars stationed at Verdun, borrowed largely from the members of his squadron. Fearing the consequences he put cyanide of potassium into the mess soup. Eighty Hussars narrowly escaped death. Ratari Tata, a millionaire of Bombay, has given Ghandi, the Indian leader in the Transvaal, 25,000 rupees to enable him to continue the struggle against the Registration Act. — [102, 877, 190, 946]
article-continuation: In handing the Nicaraguan Charge d'Affaires at Washington his passports, Mr. Knox, Secretary of State, said that the authors of the recent executions of two Americans would be held personally responsible. It is officially announced that Admiral Sir A. K. Wilson has been appointed to succeed Lord Fisher, as from January 25th. In connection with the recent cyclone the captain of the steamer Moldavia offered assistance to the Cocos islanders, but a reply was received that the stores were abundant. The mint has purchased £70,000 worth of silver for Commonwealth coinage. The Senate passed the Finance Bill by 10 to 16. Switchmen on thirteen Northwestern railways in the United States have struck for an increase of wages. The barque Addeley, from Newcastle, Australia, is ashore at Puna. She must be lightened before floating. — [290, 806, 378, 895]
article — [291, 234, 378, 269]
article-subheading: TENNIS. — [515, 42, 531, 47]
article-continuation: The Legislative Council passed the second reading of the Hospitals and Charitable Institutions Bill just after midnight on Wednesday. The miners so far have made no new move. The Wairoa Harbor Board's Empowering and Loan Bill has been amended by the Local Bills Committee in the direction of providing for the election of five members of the Board by the electors. Joseph Williams, a farmer belonging to Birkenhead, north of Auckland, was arrested last night on a charge of attempted murder. A sensation was caused in local volunteering circles to-day when it became known that Capt. F. B. Kyevett, officer commanding the No. 1 Company, Auckland Garrison Artillery Volunteers, had been placed under arrest. Some days ago Mr. Stallworthy put a question to the Minister in charge of mental hospitals regarding the case of the man George Allwood, who, shortly after his liberation from Avondale Mental Hospital, murdered a woman in the streets of Dargaville. — [384, 550, 472, 654]
divider-rule — [42, 62, 60, 63]
article-continuation: The Archbishop of York made an eloquent maiden speech in the House of Lords. He strongly opposed the amendment. He quoted from John Stuart Mill to prove that no taxation was involved. It was a far cry from taxation of land values to the Socialism denounced by Lord Rosebery. The mass of workers in Britain, in matters wherein they had special knowledge and experience, such as relating to the property of building and friendly societies, might be trusted to take an independent line as against the Socialists' large promises and high sounding phrases. The Earl of Crewe, replying to the criticism, declared that the Government were prepared at the proper moment to respond to the challenge to defend the Budget. — [7, 1281, 95, 1356]
article-body: The Duke Carl Theodore of Bavaria, brother of the Empress Elizabeth of Austria, is dead. As an amateur oculist he performed 5000 operations for cataract. — [196, 270, 284, 290]
article-continuation: In handing the Nicaraguan Charge d'Affaires at Washington his passports, Mr. Knox, Secretary of State, said that the authors of the recent executions of two Americans would be held personally responsible. It is officially announced that Admiral Sir A. K. Wilson has been appointed to succeed Lord Fisher, as from January 25th. In connection with the recent cyclone the captain of the steamer Moldavia offered assistance to the Cocos islanders, but a reply was received that the stores were abundant. The mint has purchased £70,000 worth of silver for Commonwealth coinage. The Senate passed the Finance Bill by 10 to 16. Switchmen on thirteen Northwestern railways in the United States have struck for an increase of wages. The barque Addeley, from Newcastle, Australia, is ashore at Puna. She must be lightened before floating. — [290, 362, 378, 451]
article-source: United Press Association—Copyright. — [102, 90, 161, 95]
column-heading: CABLE NEWS. — [7, 24, 95, 32]
article-subheading: LORD FISHER RETIRED. — [311, 105, 358, 110]
article — [291, 97, 378, 140]
article-source: Per Press Association. — [384, 53, 419, 58]
article-continuation: vernment had never discussed land nationalisation. The notion that the land was ever owned by the nation was as remote and fantastic as anything in H. G. Wells' novels. When would the colonies think of their Lordships' impending action? A corporal of Hussars stationed at Verdun, borrowed largely from the members of his squadron. Fearing the consequences he put cyanide of potassium into the mess soup. Eighty Hussars narrowly escaped death. Ratari Tata, a millionaire of Bombay, has given Ghandi, the Indian leader in the Transvaal, 25,000 rupees to enable him to continue the struggle against the Registration Act. — [102, 1638, 190, 1707]
article-continuation: vernment had never discussed land nationalisation. The notion that the land was ever owned by the nation was as remote and fantastic as anything in H. G. Wells' novels. When would the colonies think of their Lordships' impending action? A corporal of Hussars stationed at Verdun, borrowed largely from the members of his squadron. Fearing the consequences he put cyanide of potassium into the mess soup. Eighty Hussars narrowly escaped death. Ratari Tata, a millionaire of Bombay, has given Ghandi, the Indian leader in the Transvaal, 25,000 rupees to enable him to continue the struggle against the Registration Act. — [102, 392, 190, 462]
article-body: English papers refer to the silence of German newspapers respecting battleship launches and at the manoeuvres, as being intended to lull the British electors into forgetting the needs of their own navy during the coming elections. — [196, 215, 284, 240]
article-continuation: vernment had never discussed land nationalisation. The notion that the land was ever owned by the nation was as remote and fantastic as anything in H. G. Wells' novels. When would the colonies think of their Lordships' impending action? A corporal of Hussars stationed at Verdun, borrowed largely from the members of his squadron. Fearing the consequences he put cyanide of potassium into the mess soup. Eighty Hussars narrowly escaped death. Ratari Tata, a millionaire of Bombay, has given Ghandi, the Indian leader in the Transvaal, 25,000 rupees to enable him to continue the struggle against the Registration Act. — [102, 1776, 190, 1845]
article-continuation: There are 27,000 men idle, and the number is increasing daily. Further reductions have been made in the railway service. At Lord Lansdowne's instance, the House of Lords resolved that, while not insisting upon its amendments in the Development Bill, the House does not accept the reasons offered by the Commons. In the debate on the second reading of the Naval Loan Bill in the House, Mr. Fisher protested against borrowing for defence purposes. English papers refer to the silence of German newspapers respecting battleship launches and at the manoeuvres, as being intended to lull the British electors into forgetting the needs of their own navy during the coming elections. The Duke Carl Theodore of Bavaria, brother of the Empress Elizabeth of Austria, is dead. As an amateur oculist he performed 5000 operations for cataract. — [196, 1182, 284, 1271]
article-dateline: WELLINGTON, Dec. 3. — [430, 141, 472, 146]
article-body: The Earl of Crewe, replying to the criticism, declared that the Government were prepared at the proper moment to respond to the challenge to defend the Budget. — [7, 147, 95, 167]
article-body: The barque Addeley, from Newcastle, Australia, is ashore at Puna. She must be lightened before floating. — [290, 345, 378, 360]
article-headline: POLITICAL NOTES. — [493, 145, 553, 153]
article-continuation: The Archbishop of York made an eloquent maiden speech in the House of Lords. He strongly opposed the amendment. He quoted from John Stuart Mill to prove that no taxation was involved. It was a far cry from taxation of land values to the Socialism denounced by Lord Rosebery. The mass of workers in Britain, in matters wherein they had special knowledge and experience, such as relating to the property of building and friendly societies, might be trusted to take an independent line as against the Socialists' large promises and high sounding phrases. The Earl of Crewe, replying to the criticism, declared that the Government were prepared at the proper moment to respond to the challenge to defend the Budget. — [7, 466, 95, 540]
article-subheading: HOSPITALS AND CHARITABLE INSTITUTIONS BILL. — [398, 39, 459, 49]
article-headline: AN OFFICER'S INSUBORDINATION. — [397, 226, 460, 241]
article-headline: THE PEERS AND THE BUDGET. — [18, 34, 85, 49]
article-dateline: LONDON, Dec. 2. — [346, 119, 378, 124]
article-subheading: LEGISLATIVE COUNCIL. — [404, 33, 452, 38]
article-headline: ANOTHER STRIKE. — [305, 272, 364, 279]
article — [385, 289, 472, 341]
article-continuation: The Legislative Council passed the second reading of the Hospitals and Charitable Institutions Bill just after midnight on Wednesday. The miners so far have made no new move. The Wairoa Harbor Board's Empowering and Loan Bill has been amended by the Local Bills Committee in the direction of providing for the election of five members of the Board by the electors. Joseph Williams, a farmer belonging to Birkenhead, north of Auckland, was arrested last night on a charge of attempted murder. A sensation was caused in local volunteering circles to-day when it became known that Capt. F. B. Kyevett, officer commanding the No. 1 Company, Auckland Garrison Artillery Volunteers, had been placed under arrest. Some days ago Mr. Stallworthy put a question to the Minister in charge of mental hospitals regarding the case of the man George Allwood, who, shortly after his liberation from Avondale Mental Hospital, murdered a woman in the streets of Dargaville. — [384, 654, 472, 758]
article-continuation: The Archbishop of York made an eloquent maiden speech in the House of Lords. He strongly opposed the amendment. He quoted from John Stuart Mill to prove that no taxation was involved. It was a far cry from taxation of land values to the Socialism denounced by Lord Rosebery. The mass of workers in Britain, in matters wherein they had — [7, 2542, 95, 2576]
divider-rule — [420, 51, 437, 52]
article-continuation: vernment had never discussed land nationalisation. The notion that the land was ever owned by the nation was as remote and fantastic as anything in H. G. Wells' novels. When would the colonies think of their Lordships' impending action? A corporal of Hussars stationed at Verdun, borrowed largely from the members of his squadron. Fearing the consequences he put cyanide of potassium into the mess soup. Eighty Hussars narrowly escaped death. Ratari Tata, a millionaire of Bombay, has given Ghandi, the Indian leader in the Transvaal, 25,000 rupees to enable him to continue the struggle against the Registration Act. — [102, 2191, 190, 2261]
article-body: In connection with the recent cyclone the captain of the steamer Moldavia offered assistance to the Cocos islanders, but a reply was received that the stores were abundant. — [290, 170, 378, 190]
divider-rule — [514, 60, 532, 61]
article-body: In the debate on the second reading of the Naval Loan Bill in the House, Mr. Fisher protested against borrowing for defence purposes. — [196, 170, 284, 185]
article-continuation: The Archbishop of York made an eloquent maiden speech in the House of Lords. He strongly opposed the amendment. He quoted from John Stuart Mill to prove that no taxation was involved. It was a far cry from taxation of land values to the Socialism denounced by Lord Rosebery. The mass of workers in Britain, in matters wherein they had special knowledge and experience, such as relating to the property of building and friendly societies, might be trusted to take an independent line as against the Socialists' large promises and high sounding phrases. The Earl of Crewe, replying to the criticism, declared that the Government were prepared at the proper moment to respond to the challenge to defend the Budget. — [7, 1949, 95, 2023]
article-body: At Lord Lansdowne's instance, the House of Lords resolved that, while not insisting upon its amendments in the Development Bill, the House does not accept the reasons offered by the Commons. — [196, 107, 284, 132]
article — [7, 137, 95, 167]
article-source: United Press Association—Copyright. — [102, 152, 161, 157]
divider-rule — [231, 49, 248, 50]
article-subheading: £70,000 OF SILVER PURCHASED. — [302, 208, 366, 213]
article-continuation: The Archbishop of York made an eloquent maiden speech in the House of Lords. He strongly opposed the amendment. He quoted from John Stuart Mill to prove that no taxation was involved. It was a far cry from taxation of land values to the Socialism denounced by Lord Rosebery. The mass of workers in Britain, in matters wherein they had special knowledge and experience, such as relating to the property of building and friendly societies, might be trusted to take an independent line as against the Socialists' large promises and high sounding phrases. The Earl of Crewe, replying to the criticism, declared that the Government were prepared at the proper moment to respond to the challenge to defend the Budget. — [7, 2171, 95, 2246]
article-headline: COMMONWEALTH POLITICS. — [306, 234, 363, 249]
article-body: A sensation was caused in local volunteering circles to-day when it became known that Capt. F. B. Kyevett, officer commanding the No. 1 Company, Auckland Garrison Artillery Volunteers, had been placed under arrest. — [384, 261, 472, 286]
article-headline: THE DARCAVILLE MURDER. — [384, 289, 472, 296]
article-continuation: In handing the Nicaraguan Charge d'Affaires at Washington his passports, Mr. Knox, Secretary of State, said that the authors of the recent executions of two Americans would be held personally responsible. It is officially announced that Admiral Sir A. K. Wilson has been appointed to succeed Lord Fisher, as from January 25th. In connection with the recent cyclone the captain of the steamer Moldavia offered assistance to the Cocos islanders, but a reply was received that the stores were abundant. The mint has purchased £70,000 worth of silver for Commonwealth coinage. The Senate passed the Finance Bill by 10 to 16. Switchmen on thirteen Northwestern railways in the United States have struck for an increase of wages. The barque Addeley, from Newcastle, Australia, is ashore at Puna. She must be lightened before floating. — [290, 985, 378, 1074]
article-subheading: A BARQUE ASHORE. — [314, 325, 354, 330]
article-continuation: vernment had never discussed land nationalisation. The notion that the land was ever owned by the nation was as remote and fantastic as anything in H. G. Wells' novels. When would the colonies think of their Lordships' impending action? A corporal of Hussars stationed at Verdun, borrowed largely from the members of his squadron. Fearing the consequences he put cyanide of potassium into the mess soup. Eighty Hussars narrowly escaped death. Ratari Tata, a millionaire of Bombay, has given Ghandi, the Indian leader in the Transvaal, 25,000 rupees to enable him to continue the struggle against the Registration Act. — [102, 1084, 190, 1154]
article-continuation: vernment had never discussed land nationalisation. The notion that the land was ever owned by the nation was as remote and fantastic as anything in H. G. Wells' novels. When would the colonies think of their Lordships' impending action? A corporal of Hussars stationed at Verdun, borrowed largely from the members of his squadron. Fearing the consequences he put cyanide of potassium into the mess soup. Eighty Hussars narrowly escaped death. Ratari Tata, a millionaire of Bombay, has given Ghandi, the Indian leader in the Transvaal, 25,000 rupees to enable him to continue the struggle against the Registration Act. — [102, 1499, 190, 1569]
article-headline: IMPERIAL DEFENCE. — [301, 96, 367, 104]
article-subheading: PLACED UNDER ARREST. — [403, 241, 454, 246]
article-continuation: vernment had never discussed land nationalisation. The notion that the land was ever owned by the nation was as remote and fantastic as anything in H. G. Wells' novels. When would the colonies think of their Lordships' impending action? A corporal of Hussars stationed at Verdun, borrowed largely from the members of his squadron. Fearing the consequences he put cyanide of potassium into the mess soup. Eighty Hussars narrowly escaped death. Ratari Tata, a millionaire of Bombay, has given Ghandi, the Indian leader in the Transvaal, 25,000 rupees to enable him to continue the struggle against the Registration Act. — [102, 1015, 190, 1084]
article-continuation: The Council of the Tennis Association, with Professor Hunter, of New Zealand, discussed the question of New Zealand's secession, and decided to make certain alterations in the constitution of the Association. The first heats of the Foxton Sculling Handicap were decided to-day at Longburn, above the Wirokino bridge, Manawatu river. Every preparation has been made to extinguish the session almost as soon as it has really commenced. A smart lad is wanted for the Industrial Exhibition. Application is to be made to the Secretaries, Gladstone Road. — [479, 213, 567, 273]
article-continuation: There are 27,000 men idle, and the number is increasing daily. Further reductions have been made in the railway service. At Lord Lansdowne's instance, the House of Lords resolved that, while not insisting upon its amendments in the Development Bill, the House does not accept the reasons offered by the Commons. In the debate on the second reading of the Naval Loan Bill in the House, Mr. Fisher protested against borrowing for defence purposes. English papers refer to the silence of German newspapers respecting battleship launches and at the manoeuvres, as being intended to lull the British electors into forgetting the needs of their own navy during the coming elections. The Duke Carl Theodore of Bavaria, brother of the Empress Elizabeth of Austria, is dead. As an amateur oculist he performed 5000 operations for cataract. — [196, 1004, 284, 1093]
article-continuation: There are 27,000 men idle, and the number is increasing daily. Further reductions have been made in the railway service. At Lord Lansdowne's instance, the House of Lords resolved that, while not insisting upon its amendments in the Development Bill, the House does not accept the reasons offered by the Commons. In the debate on the second reading of the Naval Loan Bill in the House, Mr. Fisher protested against borrowing for defence purposes. English papers refer to the silence of German newspapers respecting battleship launches and at the manoeuvres, as being intended to lull the British electors into forgetting the needs of their own navy during the coming elections. The Duke Carl Theodore of Bavaria, brother of the Empress Elizabeth of Austria, is dead. As an amateur oculist he performed 5000 operations for cataract. — [196, 292, 284, 381]
article — [196, 35, 283, 77]
article-source: United Press Association—Copyright. — [196, 159, 255, 164]
article — [479, 146, 567, 183]
divider-rule — [514, 194, 532, 195]
article-continuation: The Archbishop of York made an eloquent maiden speech in the House of Lords. He strongly opposed the amendment. He quoted from John Stuart Mill to prove that no taxation was involved. It was a far cry from taxation of land values to the Socialism denounced by Lord Rosebery. The mass of workers in Britain, in matters wherein they had special knowledge and experience, such as relating to the property of building and friendly societies, might be trusted to take an independent line as against the Socialists' large promises and high sounding phrases. The Earl of Crewe, replying to the criticism, declared that the Government were prepared at the proper moment to respond to the challenge to defend the Budget. — [7, 318, 95, 392]
article-source: United Press Association—Copyright. — [290, 113, 350, 118]
divider-rule — [231, 202, 248, 203]
article-continuation: vernment had never discussed land nationalisation. The notion that the land was ever owned by the nation was as remote and fantastic as anything in H. G. Wells' novels. When would the colonies think of their Lordships' impending action? A corporal of Hussars stationed at Verdun, borrowed largely from the members of his squadron. Fearing the consequences he put cyanide of potassium into the mess soup. Eighty Hussars narrowly escaped death. Ratari Tata, a millionaire of Bombay, has given Ghandi, the Indian leader in the Transvaal, 25,000 rupees to enable him to continue the struggle against the Registration Act. — [102, 531, 190, 600]
divider-rule — [326, 286, 343, 287]
column-heading: CABLE NEWS. — [291, 24, 378, 32]
article-body: The Wairoa Harbor Board's Empowering and Loan Bill has been amended by the Local Bills Committee in the direction of providing for the election of five members of the Board by the electors. — [384, 146, 472, 171]
article-continuation: vernment had never discussed land nationalisation. The notion that the land was ever owned by the nation was as remote and fantastic as anything in H. G. Wells' novels. When would the colonies think of their Lordships' impending action? A corporal of Hussars stationed at Verdun, borrowed largely from the members of his squadron. Fearing the consequences he put cyanide of potassium into the mess soup. Eighty Hussars narrowly escaped death. Ratari Tata, a millionaire of Bombay, has given Ghandi, the Indian leader in the Transvaal, 25,000 rupees to enable him to continue the struggle against the Registration Act. — [102, 1154, 190, 1223]
article-continuation: In handing the Nicaraguan Charge d'Affaires at Washington his passports, Mr. Knox, Secretary of State, said that the authors of the recent executions of two Americans would be held personally responsible. It is officially announced that Admiral Sir A. K. Wilson has been appointed to succeed Lord Fisher, as from January 25th. In connection with the recent cyclone the captain of the steamer Moldavia offered assistance to the Cocos islanders, but a reply was received that the stores were abundant. The mint has purchased £70,000 worth of silver for Commonwealth coinage. The Senate passed the Finance Bill by 10 to 16. Switchmen on thirteen Northwestern railways in the United States have struck for an increase of wages. The barque Addeley, from Newcastle, Australia, is ashore at Puna. She must be lightened before floating. — [290, 450, 378, 539]
article-continuation: vernment had never discussed land nationalisation. The notion that the land was ever owned by the nation was as remote and fantastic as anything in H. G. Wells' novels. When would the colonies think of their Lordships' impending action? A corporal of Hussars stationed at Verdun, borrowed largely from the members of his squadron. Fearing the consequences he put cyanide of potassium into the mess soup. Eighty Hussars narrowly escaped death. Ratari Tata, a millionaire of Bombay, has given Ghandi, the Indian leader in the Transvaal, 25,000 rupees to enable him to continue the struggle against the Registration Act. — [102, 462, 190, 531]
article-continuation: The Council of the Tennis Association, with Professor Hunter, of New Zealand, discussed the question of New Zealand's secession, and decided to make certain alterations in the constitution of the Association. The first heats of the Foxton Sculling Handicap were decided to-day at Longburn, above the Wirokino bridge, Manawatu river. Every preparation has been made to extinguish the session almost as soon as it has really commenced. A smart lad is wanted for the Industrial Exhibition. Application is to be made to the Secretaries, Gladstone Road. — [479, 332, 567, 391]
article-dateline: CALCUTTA, Dec. 1. — [153, 157, 190, 162]
column-1 — [4, 22, 98, 2576]
article-body: Every preparation has been made to extinguish the session almost as soon as it has really commenced. — [479, 168, 567, 183]
article — [291, 317, 378, 360]
article-dateline: WELLINGTON, Dec. 2. — [525, 162, 567, 167]
article-headline: COMMONWEALTH COINAGE. — [306, 192, 363, 207]
article-continuation: In handing the Nicaraguan Charge d'Affaires at Washington his passports, Mr. Knox, Secretary of State, said that the authors of the recent executions of two Americans would be held personally responsible. It is officially announced that Admiral Sir A. K. Wilson has been appointed to succeed Lord Fisher, as from January 25th. In connection with the recent cyclone the captain of the steamer Moldavia offered assistance to the Cocos islanders, but a reply was received that the stores were abundant. The mint has purchased £70,000 worth of silver for Commonwealth coinage. The Senate passed the Finance Bill by 10 to 16. Switchmen on thirteen Northwestern railways in the United States have struck for an increase of wages. The barque Addeley, from Newcastle, Australia, is ashore at Puna. She must be lightened before floating. — [290, 717, 378, 807]
article-continuation: The Council of the Tennis Association, with Professor Hunter, of New Zealand, discussed the question of New Zealand's secession, and decided to make certain alterations in the constitution of the Association. The first heats of the Foxton Sculling Handicap were decided to-day at Longburn, above the Wirokino bridge, Manawatu river. Every preparation has been made to extinguish the session almost as soon as it has really commenced. A smart lad is wanted for the Industrial Exhibition. Application is to be made to the Secretaries, Gladstone Road. — [479, 273, 567, 332]
article-subheading: SYMPATHY WITH THE STRIKERS. — [396, 96, 462, 101]
article-headline: BUSINESS NOTES. — [493, 185, 552, 193]
article-continuation: There are 27,000 men idle, and the number is increasing daily. Further reductions have been made in the railway service. At Lord Lansdowne's instance, the House of Lords resolved that, while not insisting upon its amendments in the Development Bill, the House does not accept the reasons offered by the Commons. In the debate on the second reading of the Naval Loan Bill in the House, Mr. Fisher protested against borrowing for defence purposes. English papers refer to the silence of German newspapers respecting battleship launches and at the manoeuvres, as being intended to lull the British electors into forgetting the needs of their own navy during the coming elections. The Duke Carl Theodore of Bavaria, brother of the Empress Elizabeth of Austria, is dead. As an amateur oculist he performed 5000 operations for cataract. — [196, 915, 284, 1004]
article-headline: A GOVERNMENT REPLY. — [13, 137, 89, 144]
article-source: United Press Association—Copyright. — [290, 334, 350, 339]
article — [385, 33, 472, 79]
column-4 — [288, 22, 382, 1074]
article-continuation: The Archbishop of York made an eloquent maiden speech in the House of Lords. He strongly opposed the amendment. He quoted from John Stuart Mill to prove that no taxation was involved. It was a far cry from taxation of land values to the Socialism denounced by Lord Rosebery. The mass of workers in Britain, in matters wherein they had special knowledge and experience, such as relating to the property of building and friendly societies, might be trusted to take an independent line as against the Socialists' large promises and high sounding phrases. The Earl of Crewe, replying to the criticism, declared that the Government were prepared at the proper moment to respond to the challenge to defend the Budget. — [7, 688, 95, 762]
article-subheading: A FLEET UNIT NEEDED WITHOUT DELAY. — [199, 150, 281, 155]
article-continuation: The Archbishop of York made an eloquent maiden speech in the House of Lords. He strongly opposed the amendment. He quoted from John Stuart Mill to prove that no taxation was involved. It was a far cry from taxation of land values to the Socialism denounced by Lord Rosebery. The mass of workers in Britain, in matters wherein they had special knowledge and experience, such as relating to the property of building and friendly societies, might be trusted to take an independent line as against the Socialists' large promises and high sounding phrases. The Earl of Crewe, replying to the criticism, declared that the Government were prepared at the proper moment to respond to the challenge to defend the Budget. — [7, 1504, 95, 1578]
article-continuation: The Archbishop of York made an eloquent maiden speech in the House of Lords. He strongly opposed the amendment. He quoted from John Stuart Mill to prove that no taxation was involved. It was a far cry from taxation of land values to the Socialism denounced by Lord Rosebery. The mass of workers in Britain, in matters wherein they had special knowledge and experience, such as relating to the property of building and friendly societies, might be trusted to take an independent line as against the Socialists' large promises and high sounding phrases. The Earl of Crewe, replying to the criticism, declared that the Government were prepared at the proper moment to respond to the challenge to defend the Budget. — [7, 1207, 95, 1282]
article-continuation: The Council of the Tennis Association, with Professor Hunter, of New Zealand, discussed the question of New Zealand's secession, and decided to make certain alterations in the constitution of the Association. The first heats of the Foxton Sculling Handicap were decided to-day at Longburn, above the Wirokino bridge, Manawatu river. Every preparation has been made to extinguish the session almost as soon as it has really commenced. A smart lad is wanted for the Industrial Exhibition. Application is to be made to the Secretaries, Gladstone Road. — [479, 510, 567, 569]
article-source: United Press Association—Copyright. — [290, 159, 350, 164]
article-continuation: vernment had never discussed land nationalisation. The notion that the land was ever owned by the nation was as remote and fantastic as anything in H. G. Wells' novels. When would the colonies think of their Lordships' impending action? A corporal of Hussars stationed at Verdun, borrowed largely from the members of his squadron. Fearing the consequences he put cyanide of potassium into the mess soup. Eighty Hussars narrowly escaped death. Ratari Tata, a millionaire of Bombay, has given Ghandi, the Indian leader in the Transvaal, 25,000 rupees to enable him to continue the struggle against the Registration Act. — [102, 184, 190, 254]
article — [479, 100, 567, 143]
article-continuation: In handing the Nicaraguan Charge d'Affaires at Washington his passports, Mr. Knox, Secretary of State, said that the authors of the recent executions of two Americans would be held personally responsible. It is officially announced that Admiral Sir A. K. Wilson has been appointed to succeed Lord Fisher, as from January 25th. In connection with the recent cyclone the captain of the steamer Moldavia offered assistance to the Cocos islanders, but a reply was received that the stores were abundant. The mint has purchased £70,000 worth of silver for Commonwealth coinage. The Senate passed the Finance Bill by 10 to 16. Switchmen on thirteen Northwestern railways in the United States have struck for an increase of wages. The barque Addeley, from Newcastle, Australia, is ashore at Puna. She must be lightened before floating. — [290, 539, 378, 629]
article-dateline: NEW YORK, Dec. 1. — [341, 294, 378, 299]
article-continuation: The Archbishop of York made an eloquent maiden speech in the House of Lords. He strongly opposed the amendment. He quoted from John Stuart Mill to prove that no taxation was involved. It was a far cry from taxation of land values to the Socialism denounced by Lord Rosebery. The mass of workers in Britain, in matters wherein they had special knowledge and experience, such as relating to the property of building and friendly societies, might be trusted to take an independent line as against the Socialists' large promises and high sounding phrases. The Earl of Crewe, replying to the criticism, declared that the Government were prepared at the proper moment to respond to the challenge to defend the Budget. — [7, 1578, 95, 1652]
article-subheading: 27,000 MEN IDLE. — [223, 42, 257, 47]
article-headline: STRIKE IN THE STATE COAL MINE. — [394, 81, 463, 96]
article-continuation: vernment had never discussed land nationalisation. The notion that the land was ever owned by the nation was as remote and fantastic as anything in H. G. Wells' novels. When would the colonies think of their Lordships' impending action? A corporal of Hussars stationed at Verdun, borrowed largely from the members of his squadron. Fearing the consequences he put cyanide of potassium into the mess soup. Eighty Hussars narrowly escaped death. Ratari Tata, a millionaire of Bombay, has given Ghandi, the Indian leader in the Transvaal, 25,000 rupees to enable him to continue the struggle against the Registration Act. — [102, 2053, 190, 2123]
article-subheading: A FARMER ARRESTED. — [406, 189, 451, 194]
article-continuation: The Archbishop of York made an eloquent maiden speech in the House of Lords. He strongly opposed the amendment. He quoted from John Stuart Mill to prove that no taxation was involved. It was a far cry from taxation of land values to the Socialism denounced by Lord Rosebery. The mass of workers in Britain, in matters wherein they had special knowledge and experience, such as relating to the property of building and friendly societies, might be trusted to take an independent line as against the Socialists' large promises and high sounding phrases. The Earl of Crewe, replying to the criticism, declared that the Government were prepared at the proper moment to respond to the challenge to defend the Budget. — [7, 1059, 95, 1133]
article-body: In handing the Nicaraguan Charge d'Affaires at Washington his passports, Mr. Knox, Secretary of State, said that the authors of the recent executions of two Americans would be held personally responsible. — [290, 69, 378, 94]
page-number: 5. — [558, 5, 565, 15]
divider-rule — [326, 214, 343, 215]
